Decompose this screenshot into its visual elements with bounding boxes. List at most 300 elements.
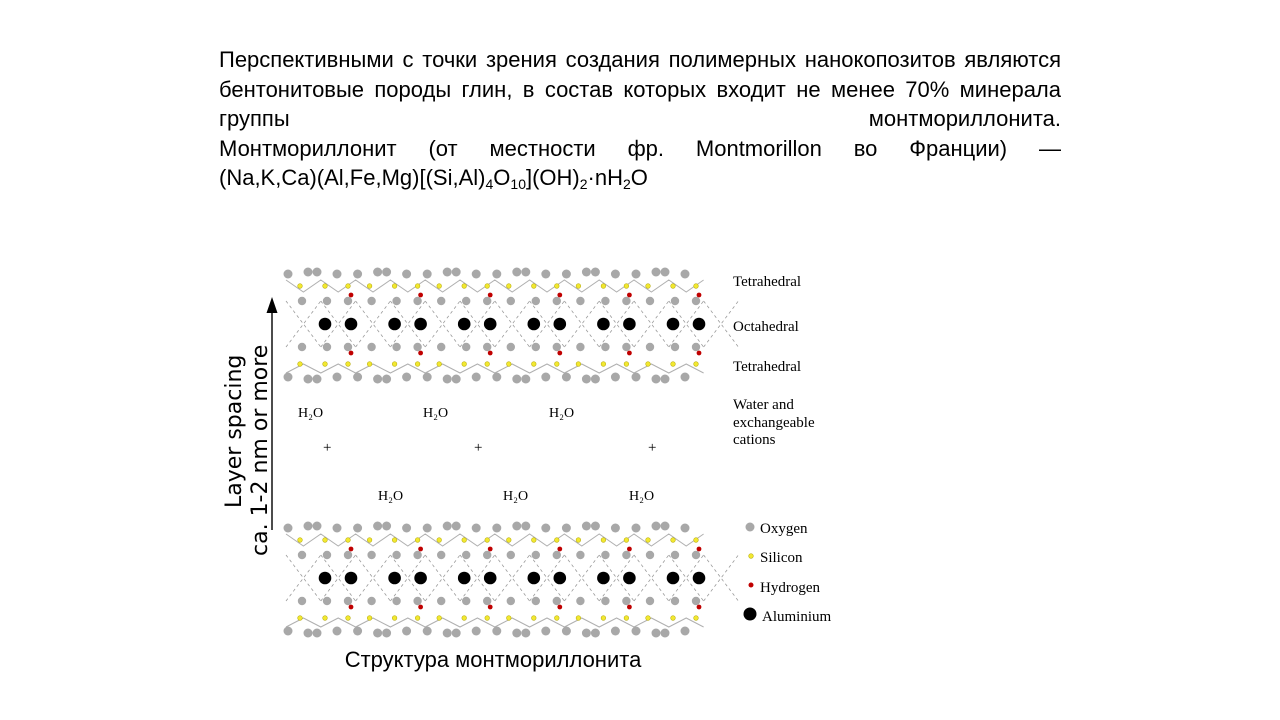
oxygen-atom xyxy=(507,297,515,305)
hydrogen-atom xyxy=(418,351,423,356)
oxygen-atom xyxy=(553,297,561,305)
oxygen-atom xyxy=(402,270,411,279)
oxygen-atom xyxy=(492,524,501,533)
oxygen-atom xyxy=(611,270,620,279)
silicon-atom xyxy=(462,284,467,289)
oxygen-atom xyxy=(681,270,690,279)
oxygen-atom xyxy=(483,597,491,605)
silicon-atom xyxy=(532,362,537,367)
aluminium-atom xyxy=(554,318,567,331)
oxygen-atom xyxy=(532,551,540,559)
silicon-atom xyxy=(485,362,490,367)
silicon-atom xyxy=(532,616,537,621)
oxygen-atom xyxy=(323,597,331,605)
oxygen-atom xyxy=(512,522,521,531)
oxygen-atom xyxy=(462,597,470,605)
oxygen-atom xyxy=(692,597,700,605)
legend-oxygen-marker xyxy=(746,523,755,532)
aluminium-atom xyxy=(458,572,471,585)
silicon-atom xyxy=(415,538,420,543)
aluminium-atom xyxy=(667,572,680,585)
oxygen-atom xyxy=(462,297,470,305)
oxygen-atom xyxy=(632,524,641,533)
silicon-atom xyxy=(485,284,490,289)
silicon-atom xyxy=(601,616,606,621)
label-octahedral: Octahedral xyxy=(733,319,799,335)
oxygen-atom xyxy=(382,629,391,638)
oxygen-atom xyxy=(541,627,550,636)
oxygen-atom xyxy=(373,629,382,638)
oxygen-atom xyxy=(652,268,661,277)
oxygen-atom xyxy=(541,373,550,382)
silicon-atom xyxy=(624,616,629,621)
oxygen-atom xyxy=(622,551,630,559)
oxygen-atom xyxy=(423,524,432,533)
water-molecule: H₂O xyxy=(503,489,529,504)
silicon-atom xyxy=(437,538,442,543)
label-interlayer-line2: exchangeable xyxy=(733,415,815,431)
clay-layers xyxy=(284,268,739,638)
oxygen-atom xyxy=(402,627,411,636)
hydrogen-atom xyxy=(627,351,632,356)
interlayer-water-cations xyxy=(298,406,656,504)
aluminium-atom xyxy=(667,318,680,331)
silicon-atom xyxy=(555,284,560,289)
silicon-atom xyxy=(507,362,512,367)
silicon-atom xyxy=(392,538,397,543)
oxygen-atom xyxy=(512,375,521,384)
aluminium-atom xyxy=(388,572,401,585)
label-tetrahedral-top: Tetrahedral xyxy=(733,274,802,290)
oxygen-atom xyxy=(392,597,400,605)
silicon-atom xyxy=(346,362,351,367)
oxygen-atom xyxy=(601,297,609,305)
hydrogen-atom xyxy=(488,547,493,552)
silicon-atom xyxy=(462,362,467,367)
legend-silicon-marker xyxy=(749,554,754,559)
aluminium-atom xyxy=(693,572,706,585)
oxygen-atom xyxy=(646,297,654,305)
oxygen-atom xyxy=(298,597,306,605)
oxygen-atom xyxy=(413,551,421,559)
oxygen-atom xyxy=(591,522,600,531)
legend-hydrogen-marker xyxy=(749,583,754,588)
silicon-atom xyxy=(346,616,351,621)
silicon-atom xyxy=(415,284,420,289)
silicon-atom xyxy=(367,616,372,621)
oxygen-atom xyxy=(333,270,342,279)
oxygen-atom xyxy=(423,270,432,279)
oxygen-atom xyxy=(521,268,530,277)
silicon-atom xyxy=(601,284,606,289)
oxygen-atom xyxy=(582,375,591,384)
oxygen-atom xyxy=(483,297,491,305)
hydrogen-atom xyxy=(349,293,354,298)
cation-symbol: + xyxy=(648,440,657,456)
oxygen-atom xyxy=(562,524,571,533)
silicon-atom xyxy=(346,284,351,289)
silicon-atom xyxy=(298,616,303,621)
oxygen-atom xyxy=(323,297,331,305)
oxygen-atom xyxy=(452,375,461,384)
silicon-atom xyxy=(392,284,397,289)
hydrogen-atom xyxy=(627,605,632,610)
oxygen-atom xyxy=(313,629,322,638)
hydrogen-atom xyxy=(697,351,702,356)
silicon-atom xyxy=(555,538,560,543)
hydrogen-atom xyxy=(697,605,702,610)
silicon-atom xyxy=(437,362,442,367)
oxygen-atom xyxy=(622,343,630,351)
oxygen-atom xyxy=(382,375,391,384)
oxygen-atom xyxy=(622,297,630,305)
silicon-atom xyxy=(485,616,490,621)
silicon-atom xyxy=(555,616,560,621)
oxygen-atom xyxy=(462,343,470,351)
oxygen-atom xyxy=(443,268,452,277)
hydrogen-atom xyxy=(349,605,354,610)
silicon-atom xyxy=(624,284,629,289)
silicon-atom xyxy=(462,616,467,621)
hydrogen-atom xyxy=(418,547,423,552)
oxygen-atom xyxy=(472,270,481,279)
silicon-atom xyxy=(437,616,442,621)
oxygen-atom xyxy=(483,551,491,559)
oxygen-atom xyxy=(521,375,530,384)
oxygen-atom xyxy=(652,375,661,384)
oxygen-atom xyxy=(367,551,375,559)
oxygen-atom xyxy=(304,522,313,531)
oxygen-atom xyxy=(553,343,561,351)
silicon-atom xyxy=(485,538,490,543)
aluminium-atom xyxy=(484,318,497,331)
oxygen-atom xyxy=(298,343,306,351)
silicon-atom xyxy=(624,538,629,543)
silicon-atom xyxy=(507,284,512,289)
oxygen-atom xyxy=(284,627,293,636)
oxygen-atom xyxy=(671,551,679,559)
oxygen-atom xyxy=(367,597,375,605)
oxygen-atom xyxy=(483,343,491,351)
water-molecule: H₂O xyxy=(549,406,575,421)
oxygen-atom xyxy=(652,629,661,638)
oxygen-atom xyxy=(284,270,293,279)
silicon-atom xyxy=(576,616,581,621)
silicon-atom xyxy=(507,616,512,621)
oxygen-atom xyxy=(661,522,670,531)
aluminium-atom xyxy=(528,572,541,585)
oxygen-atom xyxy=(353,627,362,636)
oxygen-atom xyxy=(507,597,515,605)
silicon-atom xyxy=(576,538,581,543)
oxygen-atom xyxy=(413,297,421,305)
silicon-atom xyxy=(392,616,397,621)
oxygen-atom xyxy=(413,343,421,351)
legend-oxygen-label: Oxygen xyxy=(760,521,808,537)
oxygen-atom xyxy=(298,297,306,305)
legend xyxy=(744,521,832,625)
aluminium-atom xyxy=(345,318,358,331)
hydrogen-atom xyxy=(557,351,562,356)
oxygen-atom xyxy=(373,268,382,277)
oxygen-atom xyxy=(521,522,530,531)
aluminium-atom xyxy=(484,572,497,585)
oxygen-atom xyxy=(313,522,322,531)
hydrogen-atom xyxy=(488,351,493,356)
oxygen-atom xyxy=(392,551,400,559)
oxygen-atom xyxy=(402,524,411,533)
silicon-atom xyxy=(576,362,581,367)
oxygen-atom xyxy=(333,524,342,533)
oxygen-atom xyxy=(284,524,293,533)
water-molecule: H₂O xyxy=(629,489,655,504)
oxygen-atom xyxy=(671,597,679,605)
hydrogen-atom xyxy=(349,351,354,356)
oxygen-atom xyxy=(582,522,591,531)
oxygen-atom xyxy=(652,522,661,531)
oxygen-atom xyxy=(521,629,530,638)
oxygen-atom xyxy=(443,629,452,638)
silicon-atom xyxy=(367,284,372,289)
label-tetrahedral-bottom: Tetrahedral xyxy=(733,359,802,375)
cation-symbol: + xyxy=(323,440,332,456)
hydrogen-atom xyxy=(349,547,354,552)
oxygen-atom xyxy=(437,551,445,559)
oxygen-atom xyxy=(492,373,501,382)
oxygen-atom xyxy=(507,343,515,351)
oxygen-atom xyxy=(472,373,481,382)
aluminium-atom xyxy=(319,572,332,585)
oxygen-atom xyxy=(541,270,550,279)
oxygen-atom xyxy=(437,597,445,605)
oxygen-atom xyxy=(323,343,331,351)
silicon-atom xyxy=(671,284,676,289)
silicon-atom xyxy=(532,284,537,289)
oxygen-atom xyxy=(562,627,571,636)
oxygen-atom xyxy=(601,551,609,559)
oxygen-atom xyxy=(344,343,352,351)
oxygen-atom xyxy=(392,297,400,305)
silicon-atom xyxy=(367,362,372,367)
layer-spacing-label-line2: ca. 1-2 nm or more xyxy=(248,344,273,556)
label-interlayer-line3: cations xyxy=(733,432,776,448)
legend-aluminium-label: Aluminium xyxy=(762,609,832,625)
layer-spacing-label-line1: Layer spacing xyxy=(222,354,247,508)
silicon-atom xyxy=(694,538,699,543)
oxygen-atom xyxy=(353,270,362,279)
oxygen-atom xyxy=(353,373,362,382)
oxygen-atom xyxy=(562,270,571,279)
aluminium-atom xyxy=(388,318,401,331)
oxygen-atom xyxy=(373,522,382,531)
oxygen-atom xyxy=(313,268,322,277)
oxygen-atom xyxy=(472,627,481,636)
oxygen-atom xyxy=(632,270,641,279)
silicon-atom xyxy=(576,284,581,289)
legend-aluminium-marker xyxy=(744,608,757,621)
oxygen-atom xyxy=(646,597,654,605)
oxygen-atom xyxy=(333,373,342,382)
oxygen-atom xyxy=(304,268,313,277)
cation-symbol: + xyxy=(474,440,483,456)
oxygen-atom xyxy=(443,375,452,384)
oxygen-atom xyxy=(532,297,540,305)
silicon-atom xyxy=(298,284,303,289)
silicon-atom xyxy=(671,616,676,621)
oxygen-atom xyxy=(541,524,550,533)
oxygen-atom xyxy=(382,522,391,531)
oxygen-atom xyxy=(661,268,670,277)
aluminium-atom xyxy=(528,318,541,331)
oxygen-atom xyxy=(413,597,421,605)
oxygen-atom xyxy=(373,375,382,384)
oxygen-atom xyxy=(532,597,540,605)
oxygen-atom xyxy=(402,373,411,382)
hydrogen-atom xyxy=(557,547,562,552)
oxygen-atom xyxy=(462,551,470,559)
oxygen-atom xyxy=(692,343,700,351)
silicon-atom xyxy=(694,616,699,621)
oxygen-atom xyxy=(492,270,501,279)
oxygen-atom xyxy=(313,375,322,384)
oxygen-atom xyxy=(492,627,501,636)
oxygen-atom xyxy=(601,597,609,605)
oxygen-atom xyxy=(681,627,690,636)
silicon-atom xyxy=(392,362,397,367)
oxygen-atom xyxy=(562,373,571,382)
silicon-atom xyxy=(671,538,676,543)
hydrogen-atom xyxy=(627,547,632,552)
oxygen-atom xyxy=(437,297,445,305)
oxygen-atom xyxy=(452,268,461,277)
silicon-atom xyxy=(555,362,560,367)
legend-hydrogen-label: Hydrogen xyxy=(760,580,820,596)
hydrogen-atom xyxy=(697,547,702,552)
oxygen-atom xyxy=(671,343,679,351)
oxygen-atom xyxy=(601,343,609,351)
oxygen-atom xyxy=(298,551,306,559)
silicon-atom xyxy=(646,362,651,367)
oxygen-atom xyxy=(611,524,620,533)
oxygen-atom xyxy=(344,551,352,559)
oxygen-atom xyxy=(423,373,432,382)
oxygen-atom xyxy=(611,373,620,382)
oxygen-atom xyxy=(582,268,591,277)
oxygen-atom xyxy=(582,629,591,638)
silicon-atom xyxy=(646,284,651,289)
silicon-atom xyxy=(323,538,328,543)
oxygen-atom xyxy=(304,629,313,638)
silicon-atom xyxy=(346,538,351,543)
aluminium-atom xyxy=(693,318,706,331)
figure-caption: Структура монтмориллонита xyxy=(344,647,642,672)
oxygen-atom xyxy=(576,551,584,559)
oxygen-atom xyxy=(553,597,561,605)
oxygen-atom xyxy=(423,627,432,636)
oxygen-atom xyxy=(591,268,600,277)
oxygen-atom xyxy=(333,627,342,636)
oxygen-atom xyxy=(632,373,641,382)
oxygen-atom xyxy=(507,551,515,559)
oxygen-atom xyxy=(344,297,352,305)
oxygen-atom xyxy=(353,524,362,533)
aluminium-atom xyxy=(345,572,358,585)
hydrogen-atom xyxy=(627,293,632,298)
aluminium-atom xyxy=(597,572,610,585)
oxygen-atom xyxy=(443,522,452,531)
definition-paragraph: Монтмориллонит (от местности фр. Montmorillon во Франции) — xyxy=(219,135,1061,161)
water-molecule: H₂O xyxy=(378,489,404,504)
hydrogen-atom xyxy=(418,293,423,298)
chemical-formula: $(Na,K,Ca)(Al,Fe,Mg)[(Si,Al)_4O_{10}](OH)_2\cdot nH_2O$ xyxy=(219,165,648,192)
water-molecule: H₂O xyxy=(298,406,324,421)
oxygen-atom xyxy=(632,627,641,636)
silicon-atom xyxy=(601,538,606,543)
oxygen-atom xyxy=(452,629,461,638)
silicon-atom xyxy=(298,538,303,543)
oxygen-atom xyxy=(681,373,690,382)
hydrogen-atom xyxy=(557,605,562,610)
oxygen-atom xyxy=(591,629,600,638)
silicon-atom xyxy=(694,362,699,367)
label-interlayer-line1: Water and xyxy=(733,397,794,413)
oxygen-atom xyxy=(382,268,391,277)
oxygen-atom xyxy=(512,629,521,638)
oxygen-atom xyxy=(681,524,690,533)
oxygen-atom xyxy=(284,373,293,382)
silicon-atom xyxy=(646,538,651,543)
aluminium-atom xyxy=(597,318,610,331)
oxygen-atom xyxy=(344,597,352,605)
silicon-atom xyxy=(462,538,467,543)
oxygen-atom xyxy=(512,268,521,277)
water-molecule: H₂O xyxy=(423,406,449,421)
oxygen-atom xyxy=(692,297,700,305)
oxygen-atom xyxy=(553,551,561,559)
silicon-atom xyxy=(323,284,328,289)
oxygen-atom xyxy=(452,522,461,531)
oxygen-atom xyxy=(367,297,375,305)
hydrogen-atom xyxy=(418,605,423,610)
oxygen-atom xyxy=(472,524,481,533)
silicon-atom xyxy=(437,284,442,289)
oxygen-atom xyxy=(367,343,375,351)
hydrogen-atom xyxy=(488,605,493,610)
oxygen-atom xyxy=(646,551,654,559)
oxygen-atom xyxy=(622,597,630,605)
hydrogen-atom xyxy=(697,293,702,298)
silicon-atom xyxy=(507,538,512,543)
oxygen-atom xyxy=(323,551,331,559)
aluminium-atom xyxy=(554,572,567,585)
silicon-atom xyxy=(415,616,420,621)
silicon-atom xyxy=(415,362,420,367)
oxygen-atom xyxy=(692,551,700,559)
oxygen-atom xyxy=(661,375,670,384)
intro-paragraph: Перспективными с точки зрения создания полимерных нанокопозитов являются бентонитовые породы глин, в состав которых входит не менее 70% минерала группы монтмориллонита. xyxy=(219,47,1061,131)
aluminium-atom xyxy=(623,572,636,585)
oxygen-atom xyxy=(532,343,540,351)
oxygen-atom xyxy=(591,375,600,384)
oxygen-atom xyxy=(304,375,313,384)
oxygen-atom xyxy=(661,629,670,638)
silicon-atom xyxy=(298,362,303,367)
aluminium-atom xyxy=(414,572,427,585)
silicon-atom xyxy=(323,616,328,621)
oxygen-atom xyxy=(646,343,654,351)
silicon-atom xyxy=(367,538,372,543)
silicon-atom xyxy=(601,362,606,367)
